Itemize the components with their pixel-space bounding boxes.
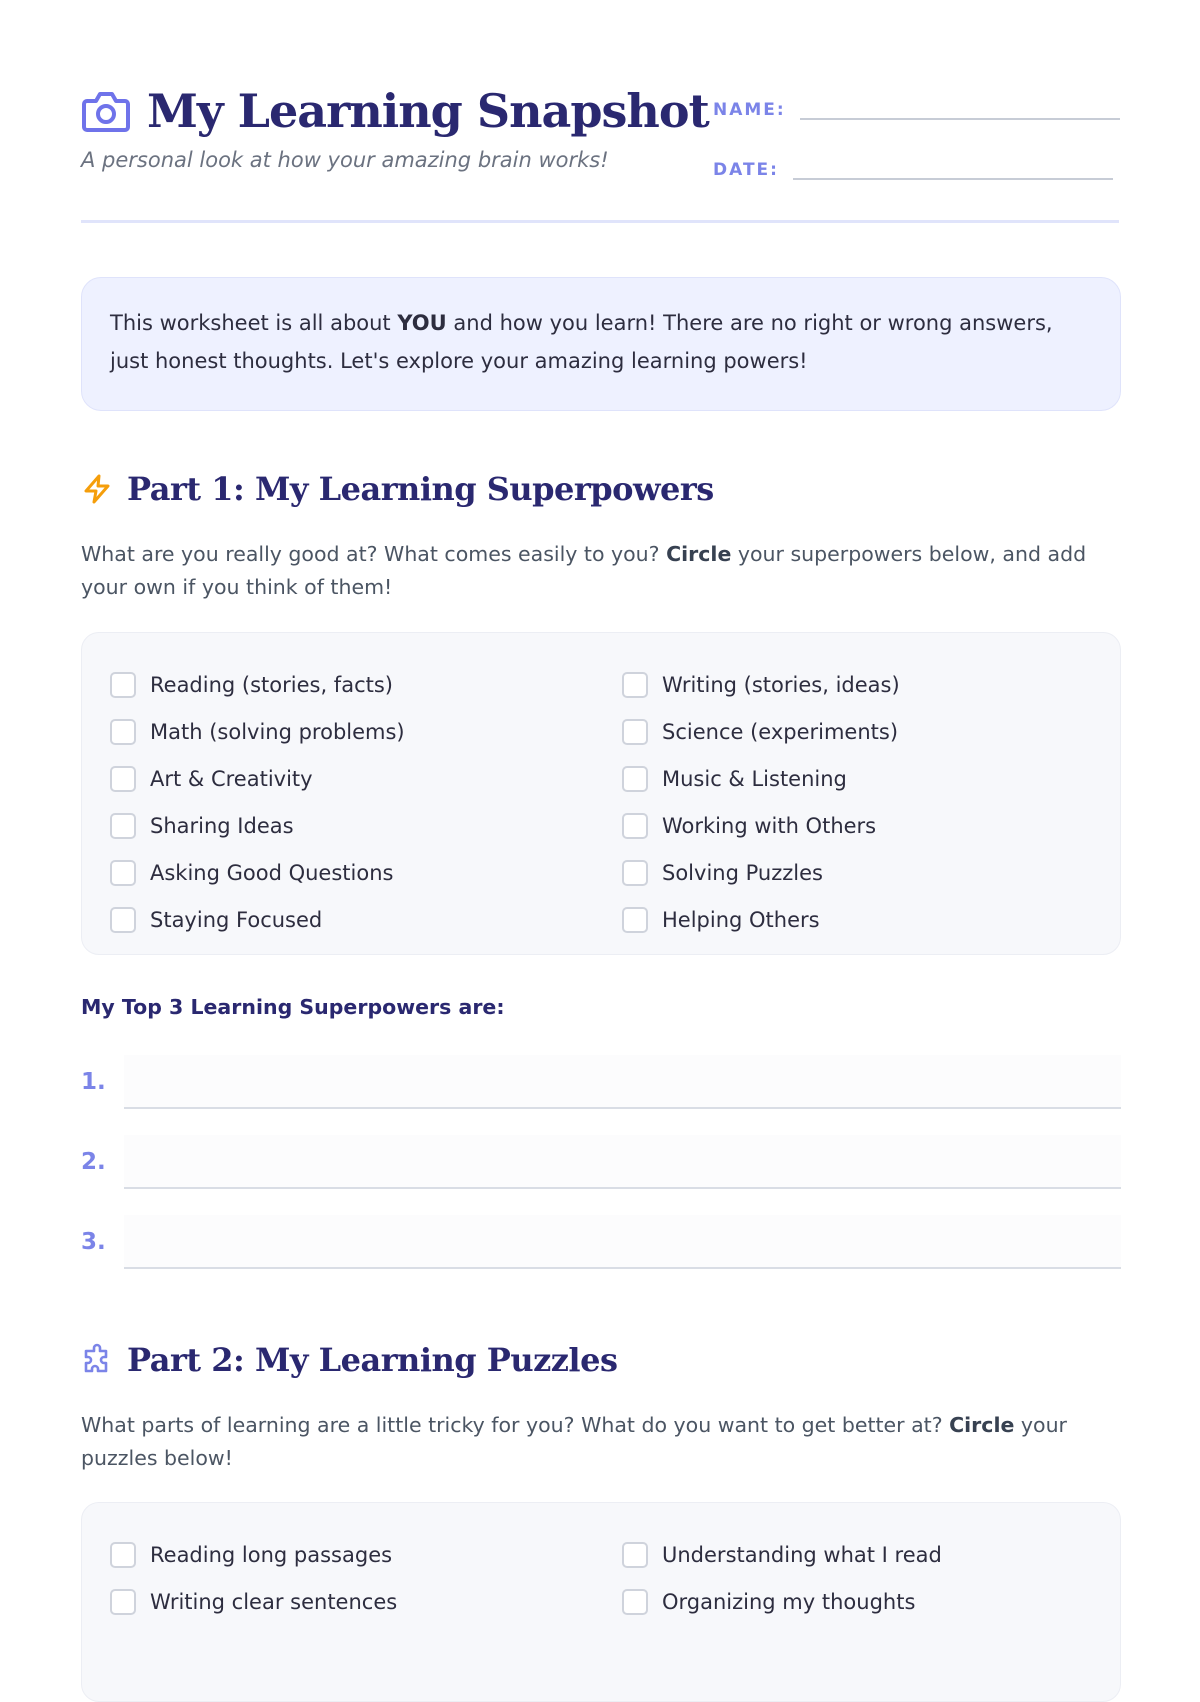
superpower-checkbox-item[interactable] [110,708,622,755]
part2-description [81,1409,1121,1475]
lightning-icon [81,473,113,505]
part2-desc-bold: Circle [949,1413,1015,1437]
title-row [81,84,709,138]
checkbox[interactable] [110,813,136,839]
part1-title: Part 1: My Learning Superpowers [127,470,714,508]
superpower-checkbox-item[interactable] [622,708,1134,755]
part2-desc-before: What parts of learning are a little tricky for you? What do you want to get better at? [81,1413,950,1437]
worksheet-header [81,0,1119,223]
intro-box [81,277,1121,411]
checkbox-label: Working with Others [662,813,877,838]
checkbox[interactable] [110,672,136,698]
checkbox-label: Math (solving problems) [150,719,405,744]
superpowers-grid [110,661,1092,943]
checkbox[interactable] [110,907,136,933]
superpower-checkbox-item[interactable] [110,755,622,802]
answer-number: 3. [81,1229,106,1255]
superpower-checkbox-item[interactable] [622,849,1134,896]
checkbox-label: Reading long passages [150,1542,393,1567]
superpower-checkbox-item[interactable] [622,661,1134,708]
puzzle-checkbox-item[interactable] [622,1531,1134,1578]
part2-title: Part 2: My Learning Puzzles [127,1341,618,1379]
checkbox[interactable] [622,672,648,698]
puzzles-panel [81,1502,1121,1702]
checkbox[interactable] [110,719,136,745]
part1-desc-before: What are you really good at? What comes easily to you? [81,542,667,566]
part1-desc-after: your superpowers below, and add your own if you think of them! [81,542,1087,599]
checkbox-label: Staying Focused [150,907,323,932]
checkbox[interactable] [110,1542,136,1568]
checkbox-label: Art & Creativity [150,766,313,791]
answer-number: 2. [81,1149,106,1175]
checkbox[interactable] [622,860,648,886]
checkbox-label: Science (experiments) [662,719,899,744]
date-input-line[interactable] [793,148,1113,180]
part1-desc-bold: Circle [666,542,732,566]
checkbox-label: Writing clear sentences [150,1589,398,1614]
top3-answer-row [81,1055,1121,1109]
superpower-checkbox-item[interactable] [110,802,622,849]
checkbox[interactable] [622,719,648,745]
puzzles-grid [110,1531,1092,1625]
checkbox[interactable] [622,1589,648,1615]
superpower-checkbox-item[interactable] [110,896,622,943]
page-title: My Learning Snapshot [147,84,709,138]
checkbox-label: Music & Listening [662,766,847,791]
part1-description [81,538,1121,604]
intro-text-after: and how you learn! There are no right or wrong answers, just honest thoughts. Let's explore your amazing learning powers! [110,311,1053,373]
answer-line-3[interactable] [124,1215,1121,1269]
name-field [713,88,1120,120]
superpower-checkbox-item[interactable] [110,849,622,896]
checkbox[interactable] [622,813,648,839]
puzzle-icon [81,1344,113,1376]
superpower-checkbox-item[interactable] [622,755,1134,802]
name-label: NAME: [713,100,786,120]
answer-line-2[interactable] [124,1135,1121,1189]
checkbox-label: Asking Good Questions [150,860,394,885]
answer-number: 1. [81,1069,106,1095]
checkbox[interactable] [622,907,648,933]
intro-text-before: This worksheet is all about [110,311,398,335]
date-label: DATE: [713,160,779,180]
part2-heading [81,1341,617,1379]
top3-answer-row [81,1215,1121,1269]
checkbox-label: Writing (stories, ideas) [662,672,900,697]
checkbox-label: Organizing my thoughts [662,1589,916,1614]
checkbox-label: Understanding what I read [662,1542,942,1567]
top3-label: My Top 3 Learning Superpowers are: [81,995,505,1019]
checkbox[interactable] [622,766,648,792]
name-input-line[interactable] [800,88,1120,120]
superpower-checkbox-item[interactable] [622,802,1134,849]
superpower-checkbox-item[interactable] [110,661,622,708]
page-subtitle: A personal look at how your amazing brain works! [81,148,609,172]
checkbox-label: Sharing Ideas [150,813,294,838]
date-field [713,148,1113,180]
top3-answer-row [81,1135,1121,1189]
checkbox[interactable] [110,860,136,886]
superpower-checkbox-item[interactable] [622,896,1134,943]
checkbox-label: Helping Others [662,907,820,932]
part2-desc-after: your puzzles below! [81,1413,1067,1470]
puzzle-checkbox-item[interactable] [110,1531,622,1578]
intro-text-bold: YOU [397,311,447,335]
checkbox[interactable] [622,1542,648,1568]
superpowers-panel [81,632,1121,955]
checkbox[interactable] [110,766,136,792]
checkbox[interactable] [110,1589,136,1615]
puzzle-checkbox-item[interactable] [622,1578,1134,1625]
checkbox-label: Reading (stories, facts) [150,672,393,697]
answer-line-1[interactable] [124,1055,1121,1109]
puzzle-checkbox-item[interactable] [110,1578,622,1625]
part1-heading [81,470,714,508]
checkbox-label: Solving Puzzles [662,860,823,885]
camera-icon [81,89,131,133]
